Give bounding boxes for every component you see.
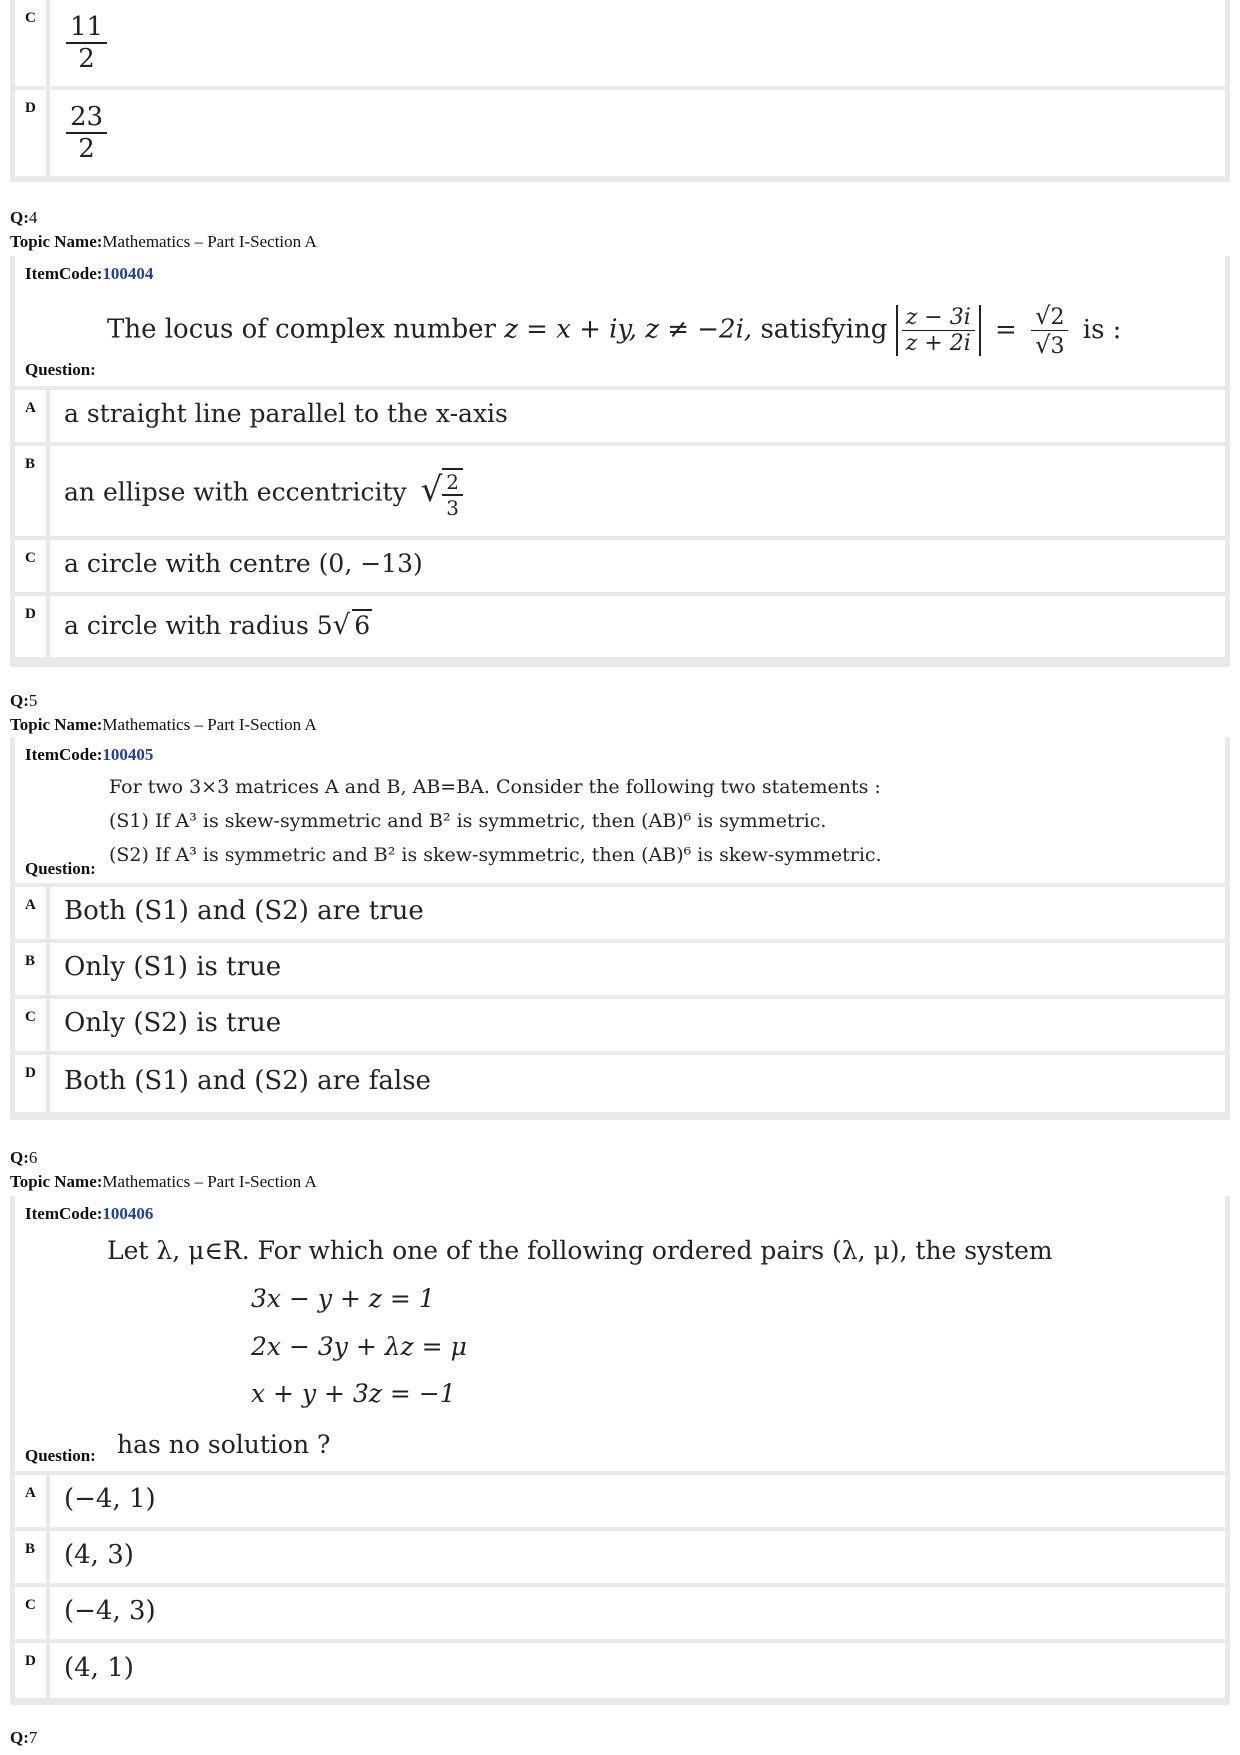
option-letter: D bbox=[25, 606, 36, 622]
question-box bbox=[10, 737, 1230, 1120]
option-row-b[interactable] bbox=[15, 943, 1225, 995]
option-text: (−4, 1) bbox=[64, 1484, 156, 1514]
option-letter: B bbox=[25, 1541, 36, 1557]
option-row-d[interactable] bbox=[15, 90, 1225, 176]
question-number: Q:6 bbox=[10, 1148, 38, 1167]
option-text: Only (S2) is true bbox=[64, 1008, 282, 1038]
option-row-a[interactable] bbox=[15, 887, 1225, 939]
question-number: Q:7 bbox=[10, 1728, 38, 1747]
option-row-a[interactable] bbox=[15, 1475, 1225, 1527]
sqrt-fraction: $\frac{2}{3}$ bbox=[442, 468, 463, 520]
equation-3: x + y + 3z = −1 bbox=[251, 1379, 456, 1408]
option-text: a straight line parallel to the x-axis bbox=[64, 399, 508, 428]
question-box bbox=[10, 256, 1230, 667]
option-letter: D bbox=[25, 100, 36, 116]
option-letter: B bbox=[25, 953, 36, 969]
option-text: (4, 3) bbox=[64, 1540, 134, 1570]
option-text: Only (S1) is true bbox=[64, 952, 282, 982]
question-stem bbox=[15, 1196, 1225, 1471]
equation-1: 3x − y + z = 1 bbox=[251, 1284, 435, 1313]
question-box bbox=[10, 1196, 1230, 1705]
option-letter: A bbox=[25, 897, 36, 913]
topic-name: Topic Name:Mathematics – Part I-Section A bbox=[10, 715, 317, 734]
abs-fraction: $\frac{z - 3i}{z + 2i}$ bbox=[896, 305, 981, 356]
question-label: Question: bbox=[25, 1446, 96, 1465]
option-text: Both (S1) and (S2) are true bbox=[64, 896, 424, 926]
option-letter: C bbox=[25, 10, 36, 26]
topic-name: Topic Name:Mathematics – Part I-Section A bbox=[10, 1172, 317, 1191]
option-row-b[interactable] bbox=[15, 1531, 1225, 1583]
option-letter: A bbox=[25, 1485, 36, 1501]
option-letter: C bbox=[25, 1009, 36, 1025]
question-number: Q:4 bbox=[10, 208, 38, 227]
question-line-1: For two 3×3 matrices A and B, AB=BA. Consider the following two statements : bbox=[109, 776, 881, 798]
item-code: ItemCode:100405 bbox=[25, 745, 154, 764]
option-text: (−4, 3) bbox=[64, 1596, 156, 1626]
option-text: Both (S1) and (S2) are false bbox=[64, 1066, 431, 1096]
option-text: a circle with radius 5√ 6 bbox=[64, 609, 371, 641]
option-letter: B bbox=[25, 456, 36, 472]
option-letter: C bbox=[25, 1597, 36, 1613]
option-row-c[interactable] bbox=[15, 540, 1225, 592]
item-code: ItemCode:100404 bbox=[25, 264, 154, 283]
question-label: Question: bbox=[25, 859, 96, 878]
option-letter: D bbox=[25, 1065, 36, 1081]
option-text: (4, 1) bbox=[64, 1653, 134, 1683]
option-letter: C bbox=[25, 550, 36, 566]
option-fraction: $\frac{23}{2}$ bbox=[66, 102, 107, 164]
prev-options-box bbox=[10, 0, 1230, 182]
rhs-fraction: $\frac{√2}{√3}$ bbox=[1031, 302, 1068, 359]
option-row-c[interactable] bbox=[15, 1587, 1225, 1639]
option-row-c[interactable] bbox=[15, 0, 1225, 86]
question-line-2: (S1) If A³ is skew-symmetric and B² is symmetric, then (AB)⁶ is symmetric. bbox=[109, 810, 827, 832]
question-stem bbox=[15, 737, 1225, 883]
question-label: Question: bbox=[25, 360, 96, 379]
question-number: Q:5 bbox=[10, 691, 38, 710]
option-row-d[interactable] bbox=[15, 1055, 1225, 1112]
option-letter: D bbox=[25, 1653, 36, 1669]
option-row-a[interactable] bbox=[15, 390, 1225, 442]
option-text: an ellipse with eccentricity √ $\frac{2}{3}$ bbox=[64, 468, 463, 520]
option-row-d[interactable] bbox=[15, 596, 1225, 657]
topic-name: Topic Name:Mathematics – Part I-Section A bbox=[10, 232, 317, 251]
item-code: ItemCode:100406 bbox=[25, 1204, 154, 1223]
option-row-d[interactable] bbox=[15, 1643, 1225, 1698]
question-stem bbox=[15, 256, 1225, 386]
question-line-3: (S2) If A³ is symmetric and B² is skew-symmetric, then (AB)⁶ is skew-symmetric. bbox=[109, 844, 882, 866]
option-letter: A bbox=[25, 400, 36, 416]
option-row-c[interactable] bbox=[15, 999, 1225, 1051]
option-row-b[interactable] bbox=[15, 446, 1225, 536]
question-text: The locus of complex number z = x + iy, z ≠ −2i, satisfying $\frac{z - 3i}{z + 2i}$ = $\frac{√2}{√3}$ is : bbox=[107, 302, 1122, 359]
option-text: a circle with centre (0, −13) bbox=[64, 549, 423, 578]
question-tail: has no solution ? bbox=[117, 1430, 331, 1459]
option-fraction: $\frac{11}{2}$ bbox=[66, 12, 107, 74]
question-line-1: Let λ, μ∈R. For which one of the following ordered pairs (λ, μ), the system bbox=[107, 1236, 1053, 1265]
equation-2: 2x − 3y + λz = μ bbox=[251, 1332, 467, 1361]
